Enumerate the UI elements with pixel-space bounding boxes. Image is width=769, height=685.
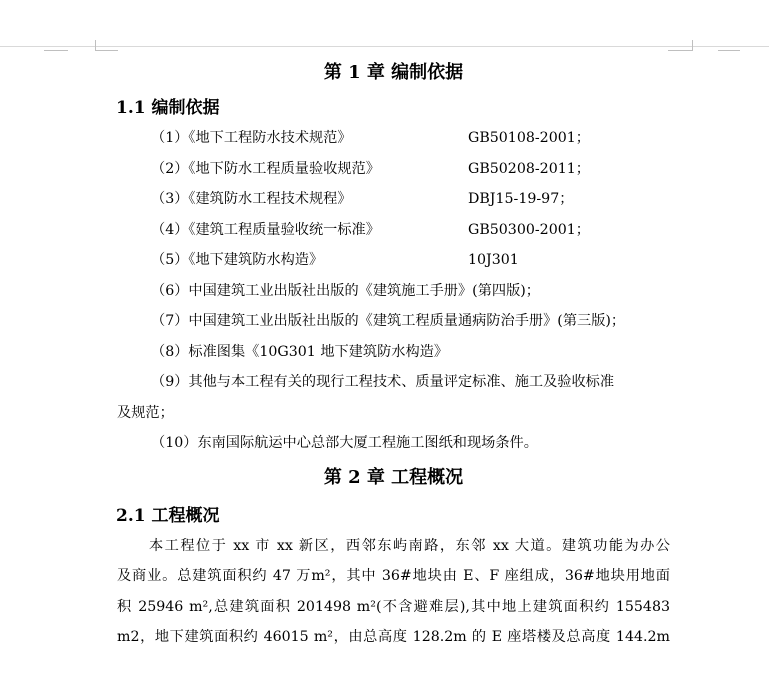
chapter-2-heading: 第 2 章 工程概况 — [323, 466, 464, 488]
reference-title: （5）《地下建筑防水构造》 — [151, 252, 324, 268]
list-item-continuation: 及规范； — [117, 404, 174, 421]
reference-code: GB50208-2011； — [468, 160, 590, 177]
list-item: （6）中国建筑工业出版社出版的《建筑施工手册》(第四版)； — [151, 282, 540, 299]
reference-item — [117, 215, 670, 246]
reference-item — [117, 123, 670, 154]
paragraph-line: 积 25946 m²,总建筑面积 201498 m²(不含避难层),其中地上建筑面积约 155483 — [117, 598, 670, 615]
paragraph-line: 及商业。总建筑面积约 47 万m²，其中 36#地块由 E、F 座组成，36#地块用地面 — [117, 568, 670, 584]
margin-corner-mark — [44, 40, 68, 51]
reference-code: GB50300-2001； — [468, 221, 590, 238]
list-item: （7）中国建筑工业出版社出版的《建筑工程质量通病防治手册》(第三版)； — [151, 313, 626, 329]
paragraph-line: m2，地下建筑面积约 46015 m²，由总高度 128.2m 的 E 座塔楼及总高度 144.2m — [117, 629, 670, 645]
paragraph-line: 本工程位于 xx 市 xx 新区，西邻东屿南路，东邻 xx 大道。建筑功能为办公 — [149, 537, 670, 554]
list-item: （9）其他与本工程有关的现行工程技术、质量评定标准、施工及验收标准 — [151, 374, 615, 390]
reference-item — [117, 245, 670, 276]
reference-code: 10J301 — [468, 252, 519, 268]
reference-item — [117, 154, 670, 185]
reference-code: GB50108-2001； — [468, 130, 590, 146]
margin-corner-mark — [718, 40, 740, 51]
reference-title: （3）《建筑防水工程技术规程》 — [151, 191, 352, 207]
reference-title: （4）《建筑工程质量验收统一标准》 — [151, 221, 380, 238]
reference-code: DBJ15-19-97； — [468, 191, 574, 207]
list-item: （8）标准图集《10G301 地下建筑防水构造》 — [151, 343, 449, 360]
margin-corner-mark — [95, 40, 118, 51]
list-item: （10）东南国际航运中心总部大厦工程施工图纸和现场条件。 — [151, 435, 538, 451]
reference-title: （1）《地下工程防水技术规范》 — [151, 130, 352, 146]
document-page[interactable] — [117, 56, 670, 653]
reference-item — [117, 184, 670, 215]
section-1-1-heading: 1.1 编制依据 — [116, 98, 220, 118]
chapter-1-heading: 第 1 章 编制依据 — [323, 62, 464, 83]
margin-corner-mark — [668, 40, 693, 51]
reference-title: （2）《地下防水工程质量验收规范》 — [151, 160, 380, 177]
section-2-1-heading: 2.1 工程概况 — [116, 505, 220, 526]
